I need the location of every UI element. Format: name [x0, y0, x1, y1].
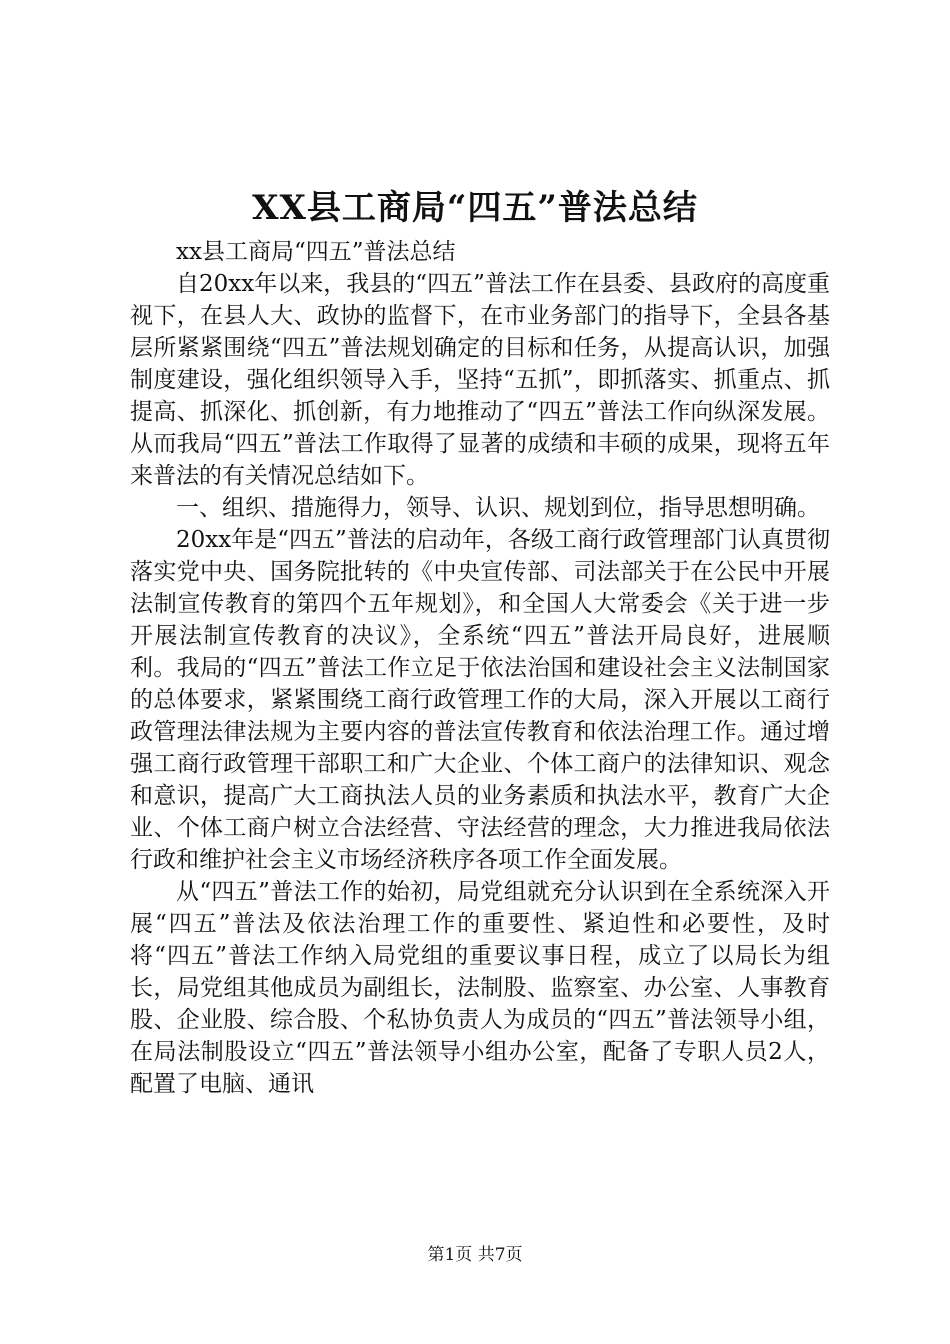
- document-body: [130, 236, 830, 1100]
- body-paragraph: 从“四五”普法工作的始初，局党组就充分认识到在全系统深入开展“四五”普法及依法治理工作的重要性、紧迫性和必要性，及时将“四五”普法工作纳入局党组的重要议事日程，成立了以局长为组长，局党组其他成员为副组长，法制股、监察室、办公室、人事教育股、企业股、综合股、个私协负责人为成员的“四五”普法领导小组，在局法制股设立“四五”普法领导小组办公室，配备了专职人员2人，配置了电脑、通讯: [130, 879, 830, 1097]
- section-heading: 一、组织、措施得力，领导、认识、规划到位，指导思想明确。: [176, 495, 820, 521]
- page-number-footer: 第1页 共7页: [427, 1245, 523, 1265]
- body-paragraph: xx县工商局“四五”普法总结: [176, 239, 456, 265]
- document-title: XX县工商局“四五”普法总结: [252, 188, 698, 228]
- body-paragraph: 20xx年是“四五”普法的启动年，各级工商行政管理部门认真贯彻落实党中央、国务院批转的《中央宣传部、司法部关于在公民中开展法制宣传教育的第四个五年规划》，和全国人大常委会《关于进一步开展法制宣传教育的决议》，全系统“四五”普法开局良好，进展顺利。我局的“四五”普法工作立足于依法治国和建设社会主义法制国家的总体要求，紧紧围绕工商行政管理工作的大局，深入开展以工商行政管理法律法规为主要内容的普法宣传教育和依法治理工作。通过增强工商行政管理干部职工和广大企业、个体工商户的法律知识、观念和意识，提高广大工商执法人员的业务素质和执法水平，教育广大企业、个体工商户树立合法经营、守法经营的理念，大力推进我局依法行政和维护社会主义市场经济秩序各项工作全面发展。: [130, 527, 830, 873]
- body-paragraph: 自20xx年以来，我县的“四五”普法工作在县委、县政府的高度重视下，在县人大、政协的监督下，在市业务部门的指导下，全县各基层所紧紧围绕“四五”普法规划确定的目标和任务，从提高认识，加强制度建设，强化组织领导入手，坚持“五抓”，即抓落实、抓重点、抓提高、抓深化、抓创新，有力地推动了“四五”普法工作向纵深发展。从而我局“四五”普法工作取得了显著的成绩和丰硕的成果，现将五年来普法的有关情况总结如下。: [130, 271, 830, 489]
